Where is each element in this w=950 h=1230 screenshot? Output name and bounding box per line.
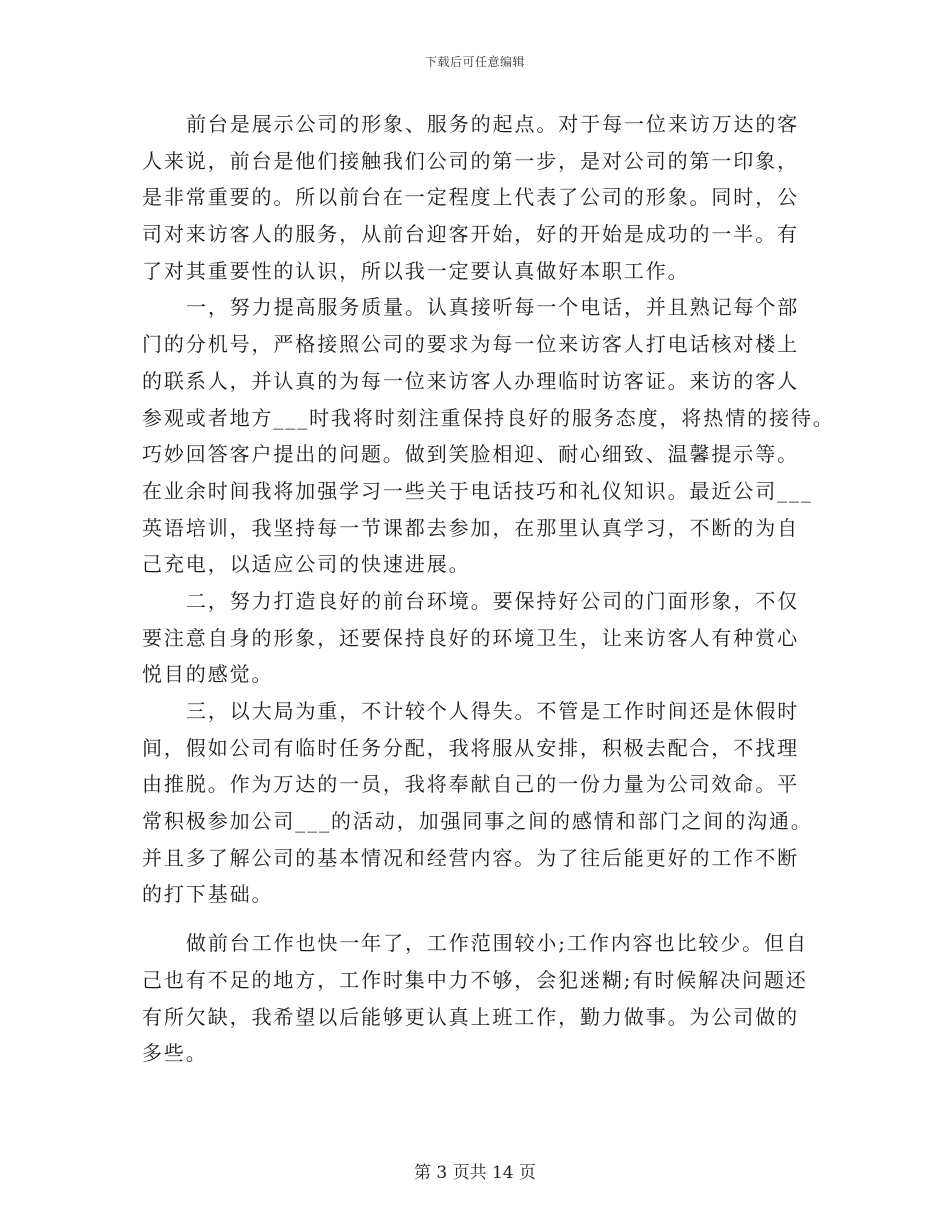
text-line: 常积极参加公司___的活动，加强同事之间的感情和部门之间的沟通。 xyxy=(142,809,813,834)
document-body xyxy=(142,106,835,1072)
text-line: 己也有不足的地方，工作时集中力不够，会犯迷糊;有时候解决问题还 xyxy=(142,967,808,992)
text-line: 巧妙回答客户提出的问题。做到笑脸相迎、耐心细致、温馨提示等。 xyxy=(142,442,799,467)
text-line: 参观或者地方___时我将时刻注重保持良好的服务态度，将热情的接待。 xyxy=(142,405,835,430)
text-line: 二，努力打造良好的前台环境。要保持好公司的门面形象，不仅 xyxy=(186,588,800,613)
text-line: 英语培训，我坚持每一节课都去参加，在那里认真学习，不断的为自 xyxy=(142,515,799,540)
text-line: 有所欠缺，我希望以后能够更认真上班工作，勤力做事。为公司做的 xyxy=(142,1004,799,1029)
text-line: 并且多了解公司的基本情况和经营内容。为了往后能更好的工作不断 xyxy=(142,845,799,870)
text-line: 由推脱。作为万达的一员，我将奉献自己的一份力量为公司效命。平 xyxy=(142,772,799,797)
text-line: 悦目的感觉。 xyxy=(142,662,274,687)
text-line: 人来说，前台是他们接触我们公司的第一步，是对公司的第一印象， xyxy=(142,148,799,173)
text-line: 间，假如公司有临时任务分配，我将服从安排，积极去配合，不找理 xyxy=(142,735,799,760)
text-line: 了对其重要性的认识，所以我一定要认真做好本职工作。 xyxy=(142,258,690,283)
page-footer: 第 3 页共 14 页 xyxy=(413,1163,537,1183)
text-line: 多些。 xyxy=(142,1041,208,1066)
text-line: 己充电，以适应公司的快速进展。 xyxy=(142,552,471,577)
text-line: 前台是展示公司的形象、服务的起点。对于每一位来访万达的客 xyxy=(186,112,800,136)
text-line: 门的分机号，严格接照公司的要求为每一位来访客人打电话核对楼上 xyxy=(142,332,799,357)
paragraph-gap xyxy=(142,913,822,925)
text-line: 司对来访客人的服务，从前台迎客开始，好的开始是成功的一半。有 xyxy=(142,222,799,247)
text-line: 的联系人，并认真的为每一位来访客人办理临时访客证。来访的客人 xyxy=(142,368,799,393)
text-line: 是非常重要的。所以前台在一定程度上代表了公司的形象。同时，公 xyxy=(142,185,799,210)
text-line: 的打下基础。 xyxy=(142,882,274,907)
text-line: 做前台工作也快一年了，工作范围较小;工作内容也比较少。但自 xyxy=(186,931,808,956)
page-header: 下载后可任意编辑 xyxy=(424,55,525,69)
text-line: 一，努力提高服务质量。认真接听每一个电话，并且熟记每个部 xyxy=(186,295,800,320)
text-line: 三，以大局为重，不计较个人得失。不管是工作时间还是休假时 xyxy=(186,699,800,723)
text-line: 在业余时间我将加强学习一些关于电话技巧和礼仪知识。最近公司___ xyxy=(142,478,813,503)
text-line: 要注意自身的形象，还要保持良好的环境卫生，让来访客人有种赏心 xyxy=(142,625,799,650)
